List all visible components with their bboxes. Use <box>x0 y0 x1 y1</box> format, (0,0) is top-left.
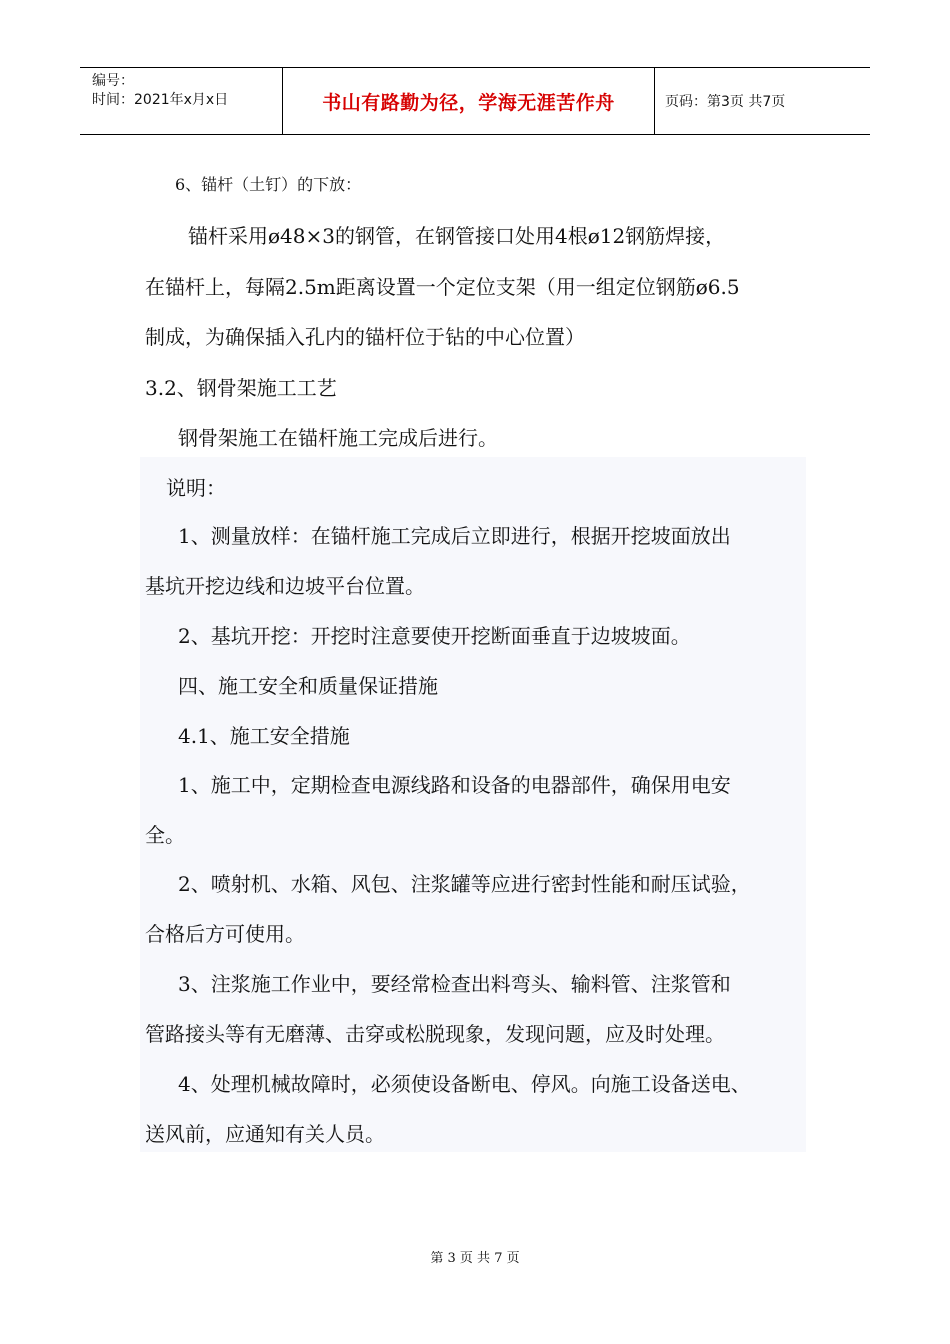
safety-2-line-1: 2、喷射机、水箱、风包、注浆罐等应进行密封性能和耐压试验， <box>178 872 751 896</box>
safety-4-line-2: 送风前，应通知有关人员。 <box>145 1122 385 1146</box>
safety-4-line-1: 4、处理机械故障时，必须使设备断电、停风。向施工设备送电、 <box>178 1072 751 1096</box>
page-header <box>80 67 870 135</box>
heading-4-1: 4.1、施工安全措施 <box>178 724 350 748</box>
note-1-line-1: 1、测量放样：在锚杆施工完成后立即进行，根据开挖坡面放出 <box>178 524 731 548</box>
note-1-line-2: 基坑开挖边线和边坡平台位置。 <box>145 574 425 598</box>
safety-3-line-1: 3、注浆施工作业中，要经常检查出料弯头、输料管、注浆管和 <box>178 972 731 996</box>
page-footer: 第 3 页 共 7 页 <box>430 1251 520 1266</box>
time-label: 时间：2021年x月x日 <box>92 92 229 108</box>
paragraph-1-line-2: 在锚杆上，每隔2.5m距离设置一个定位支架（用一组定位钢筋ø6.5 <box>145 275 740 299</box>
heading-6: 6、锚杆（土钉）的下放： <box>175 175 362 194</box>
note-label: 说明： <box>166 476 226 500</box>
paragraph-1-line-1: 锚杆采用ø48×3的钢管，在钢管接口处用4根ø12钢筋焊接， <box>188 224 726 248</box>
safety-1-line-2: 全。 <box>145 823 185 847</box>
note-2: 2、基坑开挖：开挖时注意要使开挖断面垂直于边坡坡面。 <box>178 624 691 648</box>
paragraph-2: 钢骨架施工在锚杆施工完成后进行。 <box>178 426 498 450</box>
header-page-info: 页码：第3页 共7页 <box>665 94 786 110</box>
number-label: 编号： <box>92 73 134 89</box>
note-background <box>140 457 806 1152</box>
heading-4: 四、施工安全和质量保证措施 <box>178 674 438 698</box>
safety-1-line-1: 1、施工中，定期检查电源线路和设备的电器部件，确保用电安 <box>178 773 731 797</box>
safety-2-line-2: 合格后方可使用。 <box>145 922 305 946</box>
header-motto: 书山有路勤为径，学海无涯苦作舟 <box>283 68 655 134</box>
paragraph-1-line-3: 制成，为确保插入孔内的锚杆位于钻的中心位置） <box>145 325 585 349</box>
safety-3-line-2: 管路接头等有无磨薄、击穿或松脱现象，发现问题，应及时处理。 <box>145 1022 725 1046</box>
heading-3-2: 3.2、钢骨架施工工艺 <box>145 376 337 400</box>
header-meta <box>80 68 283 134</box>
